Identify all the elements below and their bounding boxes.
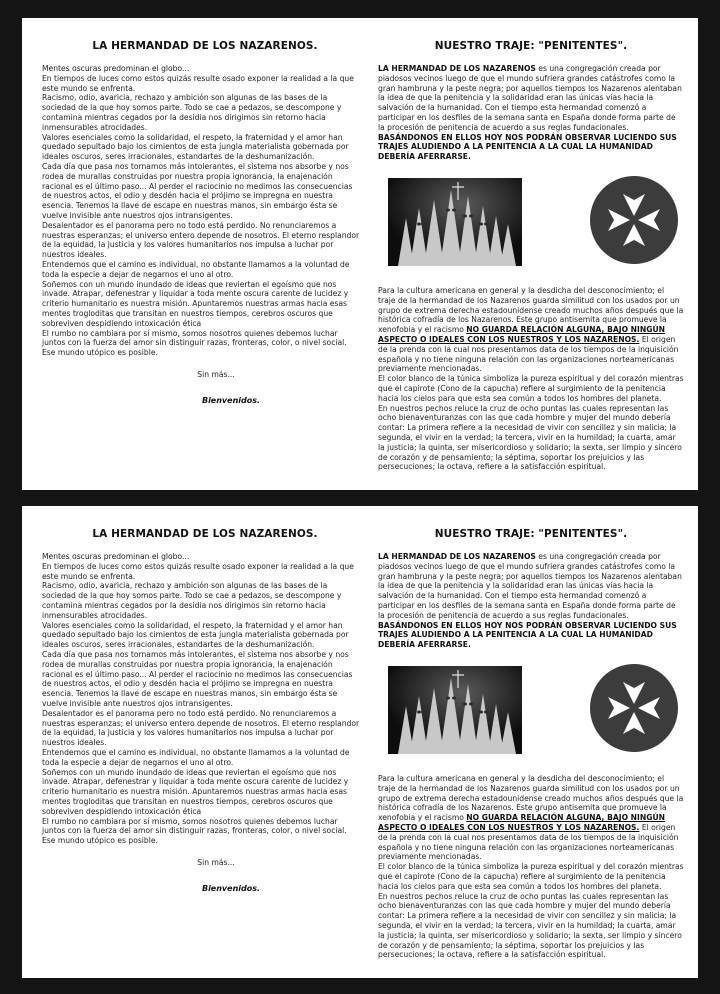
bienvenidos-text: Bienvenidos. — [201, 395, 261, 405]
left-paragraph: Valores esenciales como la solidaridad, el respeto, la fraternidad y el amor han quedado sepultado bajo los cimientos de esta jungla materialista gobernada por ideales oscuros, seres irracionales, estandartes de la deshumanización. — [42, 620, 349, 650]
right-title: NUESTRO TRAJE: "PENITENTES". — [434, 40, 628, 52]
left-paragraph: El rumbo no cambiara por sí mismo, somos nosotros quienes debemos luchar juntos con la fuerza del amor sin distinguir razas, fronteras, color, o nivel social. Ese mundo utópico es posible. — [42, 328, 347, 358]
document-sheet-bottom — [22, 506, 698, 978]
left-column — [22, 506, 370, 978]
left-title: LA HERMANDAD DE LOS NAZARENOS. — [92, 528, 318, 540]
left-paragraph: En tiempos de luces como estos quizás resulte osado exponer la realidad a la que este mundo se enfrenta. — [42, 73, 354, 93]
left-paragraph: Cada día que pasa nos tornamos más intolerantes, el sistema nos absorbe y nos rodea de murallas construidas por nuestra propia ignorancia, la enajenación racional es el último paso... Al perder el raciocinio no medimos las consecuencias de nuestros actos, el odio y desdén hacia el prójimo se impregna en nuestra esencia. Tenemos la llave de escape en nuestras manos, sin embargo ésta se vuelve invisible ante nuestros ojos intransigentes. — [42, 649, 353, 708]
p2-underline: NO GUARDA RELACIÓN ALGUNA, BAJO NINGÚN ASPECTO O IDEALES CON LOS NUESTROS Y LOS NAZARENOS. — [378, 813, 665, 832]
left-paragraph: Valores esenciales como la solidaridad, el respeto, la fraternidad y el amor han quedado sepultado bajo los cimientos de esta jungla materialista gobernada por ideales oscuros, seres irracionales, estandartes de la deshumanización. — [42, 132, 349, 162]
media-row — [378, 176, 684, 268]
right-intro — [378, 552, 684, 650]
left-paragraph: Desalentador es el panorama pero no todo está perdido. No renunciaremos a nuestras esperanzas; el universo entero depende de nosotros. El eterno resplandor de la equidad, la justicia y los valores humanitarios nos impulsa a luchar por nuestros ideales. — [42, 708, 360, 748]
intro-bold-name: LA HERMANDAD DE LOS NAZARENOS — [378, 64, 536, 73]
right-column — [370, 506, 698, 978]
procession-photo — [388, 178, 522, 266]
p2-text: Para la cultura americana en general y la desdicha del desconocimiento; el traje de la hermandad de los Nazarenos guarda similitud con los usados por un grupo de extrema derecha estadounidense creado muchos años después que la histórica cofradía de los Nazarenos. Este grupo antisemita que promueve la xenofobia y el racismo — [378, 285, 684, 335]
intro-text: es una congregación creada por piadosos vecinos luego de que el mundo sufriera grandes catástrofes como la gran hambruna y la peste negra; por aquellos tiempos los Nazarenos alentaban la idea de que la penitencia y la solidaridad eran las únicas vías hacia la salvación de la humanidad. Con el tiempo esta hermandad comenzó a participar en los desfiles de la semana santa en España donde forma parte de la procesión de penitencia de acuerdo a sus reglas fundacionales. — [378, 552, 682, 620]
right-body — [378, 774, 684, 960]
p2-end: El origen de la prenda con la cual nos presentamos data de los tiempos de la inquisición española y no tiene ninguna relación con las organizaciones norteamericanas previamente mencionadas. — [378, 334, 679, 374]
bienvenidos-text: Bienvenidos. — [201, 883, 261, 893]
left-paragraph: Racismo, odio, avaricia, rechazo y ambición son algunas de las bases de la sociedad de la que hoy somos parte. Todo se cae a pedazos, se descompone y contamina mientras cegados por la desidia nos dirigimos sin retorno hacia inmensurables atrocidades. — [42, 93, 342, 132]
left-paragraph: Soñemos con un mundo inundado de ideas que reviertan el egoísmo que nos invade. Atrapar, defenestrar y liquidar a toda mente oscura carente de lucidez y criterio humanitario es nuestra misión. Apuntaremos nuestras armas hacia esas mentes trogloditas que transitan en nuestros tiempos, cerebros oscuros que sobreviven despidiendo intoxicación ética — [42, 767, 349, 816]
p4-text: En nuestros pechos reluce la cruz de ocho puntas las cuales representan las ocho bienaventuranzas con las que cada hombre y mujer del mundo debería contar: La primera refiere a la necesidad de vivir con sencillez y sin malicia; la segunda, el vivir en la verdad; la tercera, vivir en la humildad; la cuarta, amar la justicia; la quinta, ser misericordioso y solidario; la sexta, ser limpio y sincero de corazón y de pensamiento; la séptima, soportar los prejuicios y las persecuciones; la octava, refiere a la satisfacción espiritual. — [378, 891, 682, 960]
p2-text: Para la cultura americana en general y la desdicha del desconocimiento; el traje de la hermandad de los Nazarenos guarda similitud con los usados por un grupo de extrema derecha estadounidense creado muchos años después que la histórica cofradía de los Nazarenos. Este grupo antisemita que promueve la xenofobia y el racismo — [378, 773, 684, 823]
right-column — [370, 18, 698, 490]
intro-bold-name: LA HERMANDAD DE LOS NAZARENOS — [378, 552, 536, 561]
left-paragraph: Entendemos que el camino es individual, no obstante llamamos a la voluntad de toda la especie a dejar de negarnos el uno al otro. — [42, 747, 350, 767]
p4-text: En nuestros pechos reluce la cruz de ocho puntas las cuales representan las ocho bienaventuranzas con las que cada hombre y mujer del mundo debería contar: La primera refiere a la necesidad de vivir con sencillez y sin malicia; la segunda, el vivir en la verdad; la tercera, vivir en la humildad; la cuarta, amar la justicia; la quinta, ser misericordioso y solidario; la sexta, ser limpio y sincero de corazón y de pensamiento; la séptima, soportar los prejuicios y las persecuciones; la octava, refiere a la satisfacción espiritual. — [378, 403, 682, 472]
p2-underline: NO GUARDA RELACIÓN ALGUNA, BAJO NINGÚN ASPECTO O IDEALES CON LOS NUESTROS Y LOS NAZARENOS. — [378, 325, 665, 344]
document-sheet-top — [22, 18, 698, 490]
p2-end: El origen de la prenda con la cual nos presentamos data de los tiempos de la inquisición española y no tiene ninguna relación con las organizaciones norteamericanas previamente mencionadas. — [378, 822, 679, 862]
intro-bold-statement: BASÁNDONOS EN ELLOS HOY NOS PODRÁN OBSERVAR LUCIENDO SUS TRAJES ALUDIENDO A LA PENITENCIA A LA CUAL LA HUMANIDAD DEBERÍA AFERRARSE. — [378, 132, 677, 162]
sin-mas-text: Sin más... — [197, 857, 235, 867]
procession-photo-icon — [388, 666, 522, 754]
left-paragraph: Cada día que pasa nos tornamos más intolerantes, el sistema nos absorbe y nos rodea de murallas construidas por nuestra propia ignorancia, la enajenación racional es el último paso... Al perder el raciocinio no medimos las consecuencias de nuestros actos, el odio y desdén hacia el prójimo se impregna en nuestra esencia. Tenemos la llave de escape en nuestras manos, sin embargo ésta se vuelve invisible ante nuestros ojos intransigentes. — [42, 161, 353, 220]
maltese-cross-icon — [588, 662, 680, 758]
left-paragraph: Mentes oscuras predominan el globo... — [42, 552, 190, 561]
left-paragraph: En tiempos de luces como estos quizás resulte osado exponer la realidad a la que este mundo se enfrenta. — [42, 561, 354, 581]
procession-photo — [388, 666, 522, 754]
left-paragraph: Soñemos con un mundo inundado de ideas que reviertan el egoísmo que nos invade. Atrapar, defenestrar y liquidar a toda mente oscura carente de lucidez y criterio humanitario es nuestra misión. Apuntaremos nuestras armas hacia esas mentes trogloditas que transitan en nuestros tiempos, cerebros oscuros que sobreviven despidiendo intoxicación ética — [42, 279, 349, 328]
sin-mas-text: Sin más... — [197, 369, 235, 379]
right-intro — [378, 64, 684, 162]
left-column — [22, 18, 370, 490]
p3-text: El color blanco de la túnica simboliza la pureza espiritual y del corazón mientras que el capirote (Cono de la capucha) refiere al surgimiento de la penitencia hacia los cielos para que esta sea común a todos los hombres del planeta. — [378, 862, 684, 891]
left-paragraph: Mentes oscuras predominan el globo... — [42, 64, 190, 73]
maltese-cross-icon — [588, 174, 680, 270]
procession-photo-icon — [388, 178, 522, 266]
left-title: LA HERMANDAD DE LOS NAZARENOS. — [92, 40, 318, 52]
p3-text: El color blanco de la túnica simboliza la pureza espiritual y del corazón mientras que el capirote (Cono de la capucha) refiere al surgimiento de la penitencia hacia los cielos para que esta sea común a todos los hombres del planeta. — [378, 374, 684, 403]
left-body — [42, 552, 360, 846]
left-paragraph: Desalentador es el panorama pero no todo está perdido. No renunciaremos a nuestras esperanzas; el universo entero depende de nosotros. El eterno resplandor de la equidad, la justicia y los valores humanitarios nos impulsa a luchar por nuestros ideales. — [42, 220, 360, 260]
right-body — [378, 286, 684, 472]
left-paragraph: Racismo, odio, avaricia, rechazo y ambición son algunas de las bases de la sociedad de la que hoy somos parte. Todo se cae a pedazos, se descompone y contamina mientras cegados por la desidia nos dirigimos sin retorno hacia inmensurables atrocidades. — [42, 581, 342, 620]
intro-text: es una congregación creada por piadosos vecinos luego de que el mundo sufriera grandes catástrofes como la gran hambruna y la peste negra; por aquellos tiempos los Nazarenos alentaban la idea de que la penitencia y la solidaridad eran las únicas vías hacia la salvación de la humanidad. Con el tiempo esta hermandad comenzó a participar en los desfiles de la semana santa en España donde forma parte de la procesión de penitencia de acuerdo a sus reglas fundacionales. — [378, 64, 682, 132]
intro-bold-statement: BASÁNDONOS EN ELLOS HOY NOS PODRÁN OBSERVAR LUCIENDO SUS TRAJES ALUDIENDO A LA PENITENCIA A LA CUAL LA HUMANIDAD DEBERÍA AFERRARSE. — [378, 620, 677, 650]
right-title: NUESTRO TRAJE: "PENITENTES". — [434, 528, 628, 540]
left-paragraph: El rumbo no cambiara por sí mismo, somos nosotros quienes debemos luchar juntos con la fuerza del amor sin distinguir razas, fronteras, color, o nivel social. Ese mundo utópico es posible. — [42, 816, 347, 846]
media-row — [378, 664, 684, 756]
left-body — [42, 64, 360, 358]
left-paragraph: Entendemos que el camino es individual, no obstante llamamos a la voluntad de toda la especie a dejar de negarnos el uno al otro. — [42, 259, 350, 279]
